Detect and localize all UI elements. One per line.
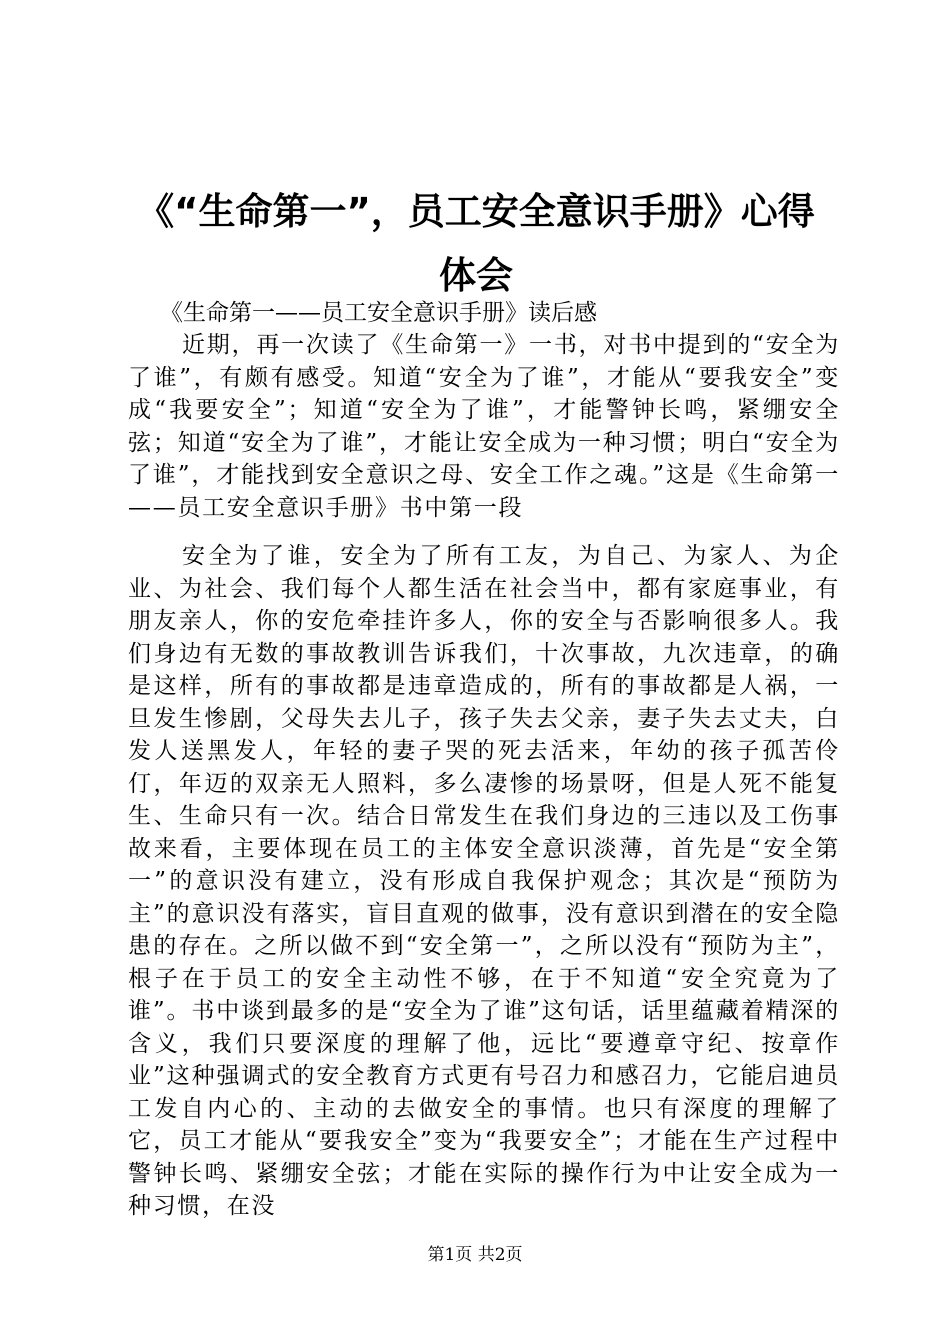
page-title: 《“生命第一”，员工安全意识手册》心得体会: [137, 190, 815, 297]
body-paragraph: 近期，再一次读了《生命第一》一书，对书中提到的“安全为了谁”，有颇有感受。知道“安全为了谁”，才能从“要我安全”变成“我要安全”；知道“安全为了谁”，才能警钟长鸣，紧绷安全弦；知道“安全为了谁”，才能让安全成为一种习惯；明白“安全为了谁”，才能找到安全意识之母、安全工作之魂。”这是《生命第一——员工安全意识手册》书中第一段: [128, 332, 840, 521]
body-paragraph: 安全为了谁，安全为了所有工友，为自己、为家人、为企业、为社会、我们每个人都生活在社会当中，都有家庭事业，有朋友亲人，你的安危牵挂许多人，你的安全与否影响很多人。我们身边有无数的事故教训告诉我们，十次事故，九次违章，的确是这样，所有的事故都是违章造成的，所有的事故都是人祸，一旦发生惨剧，父母失去儿子，孩子失去父亲，妻子失去丈夫，白发人送黑发人，年轻的妻子哭的死去活来，年幼的孩子孤苦伶仃，年迈的双亲无人照料，多么凄惨的场景呀，但是人死不能复生、生命只有一次。结合日常发生在我们身边的三违以及工伤事故来看，主要体现在员工的主体安全意识淡薄，首先是“安全第一”的意识没有建立，没有形成自我保护观念；其次是“预防为主”的意识没有落实，盲目直观的做事，没有意识到潜在的安全隐患的存在。之所以做不到“安全第一”，之所以没有“预防为主”，根子在于员工的安全主动性不够，在于不知道“安全究竟为了谁”。书中谈到最多的是“安全为了谁”这句话，话里蕴藏着精深的含义，我们只要深度的理解了他，远比“要遵章守纪、按章作业”这种强调式的安全教育方式更有号召力和感召力，它能启迪员工发自内心的、主动的去做安全的事情。也只有深度的理解了它，员工才能从“要我安全”变为“我要安全”；才能在生产过程中警钟长鸣、紧绷安全弦；才能在实际的操作行为中让安全成为一种习惯，在没: [128, 543, 840, 1219]
page-footer: 第1页 共2页: [427, 1245, 523, 1265]
document-subtitle: 《生命第一——员工安全意识手册》读后感: [160, 300, 597, 326]
